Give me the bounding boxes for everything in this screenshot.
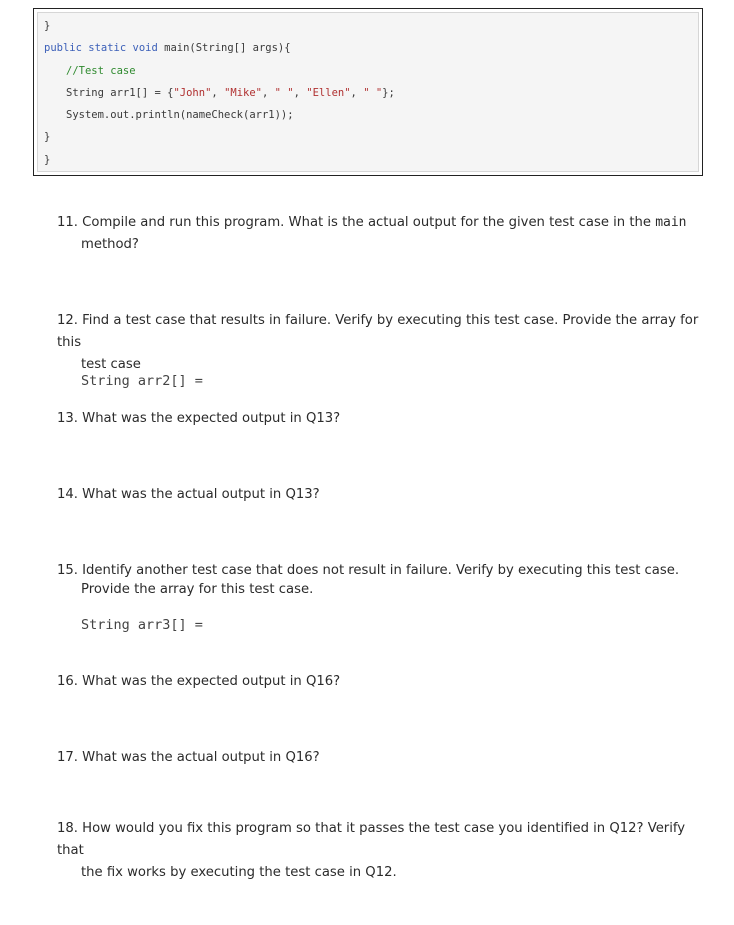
- code-line-2: [44, 41, 291, 55]
- inline-code: main: [655, 215, 687, 230]
- code-block: [37, 12, 699, 172]
- question-16: [57, 671, 712, 693]
- question-continuation: method?: [81, 237, 139, 252]
- code-string: " ": [274, 87, 294, 99]
- question-continuation: Provide the array for this test case.: [81, 582, 314, 597]
- code-text: main(String[] args){: [157, 42, 291, 54]
- question-14: [57, 484, 712, 506]
- code-text: };: [382, 87, 395, 99]
- question-continuation: test case: [81, 357, 141, 372]
- code-string: "John": [173, 87, 212, 99]
- code-text: ,: [293, 87, 307, 99]
- question-text: 11. Compile and run this program. What is the actual output for the given test case in the: [57, 215, 656, 230]
- question-12: [57, 310, 712, 376]
- code-line-7: }: [44, 154, 51, 166]
- question-text: 16. What was the expected output in Q16?: [57, 674, 341, 689]
- code-text: ,: [211, 87, 225, 99]
- code-string: "Ellen": [306, 87, 351, 99]
- code-line-5: System.out.println(nameCheck(arr1));: [66, 109, 294, 121]
- code-string: " ": [363, 87, 383, 99]
- question-13: [57, 408, 712, 430]
- question-18: [57, 818, 712, 884]
- question-text: 13. What was the expected output in Q13?: [57, 411, 341, 426]
- question-text: 15. Identify another test case that does not result in failure. Verify by executing this test case.: [57, 563, 680, 578]
- code-text: ,: [350, 87, 364, 99]
- answer-array-3: String arr3[] =: [81, 617, 203, 633]
- question-17: [57, 747, 712, 769]
- code-string: "Mike": [224, 87, 262, 99]
- code-comment: //Test case: [66, 65, 136, 77]
- question-text: 12. Find a test case that results in failure. Verify by executing this test case. Provide the array for this: [57, 313, 699, 350]
- code-keyword: public static void: [44, 42, 158, 54]
- answer-array-2: String arr2[] =: [81, 373, 203, 389]
- code-line-1: }: [44, 20, 51, 32]
- code-line-4: [66, 86, 395, 100]
- question-11: [57, 212, 712, 256]
- question-text: 17. What was the actual output in Q16?: [57, 750, 320, 765]
- question-text: 14. What was the actual output in Q13?: [57, 487, 320, 502]
- code-box: [33, 8, 703, 176]
- question-continuation: the fix works by executing the test case in Q12.: [81, 865, 397, 880]
- question-text: 18. How would you fix this program so that it passes the test case you identified in Q12? Verify that: [57, 821, 686, 858]
- code-line-6: }: [44, 131, 51, 143]
- question-15: [57, 560, 712, 601]
- code-text: ,: [262, 87, 275, 99]
- code-text: String arr1[] = {: [66, 87, 174, 99]
